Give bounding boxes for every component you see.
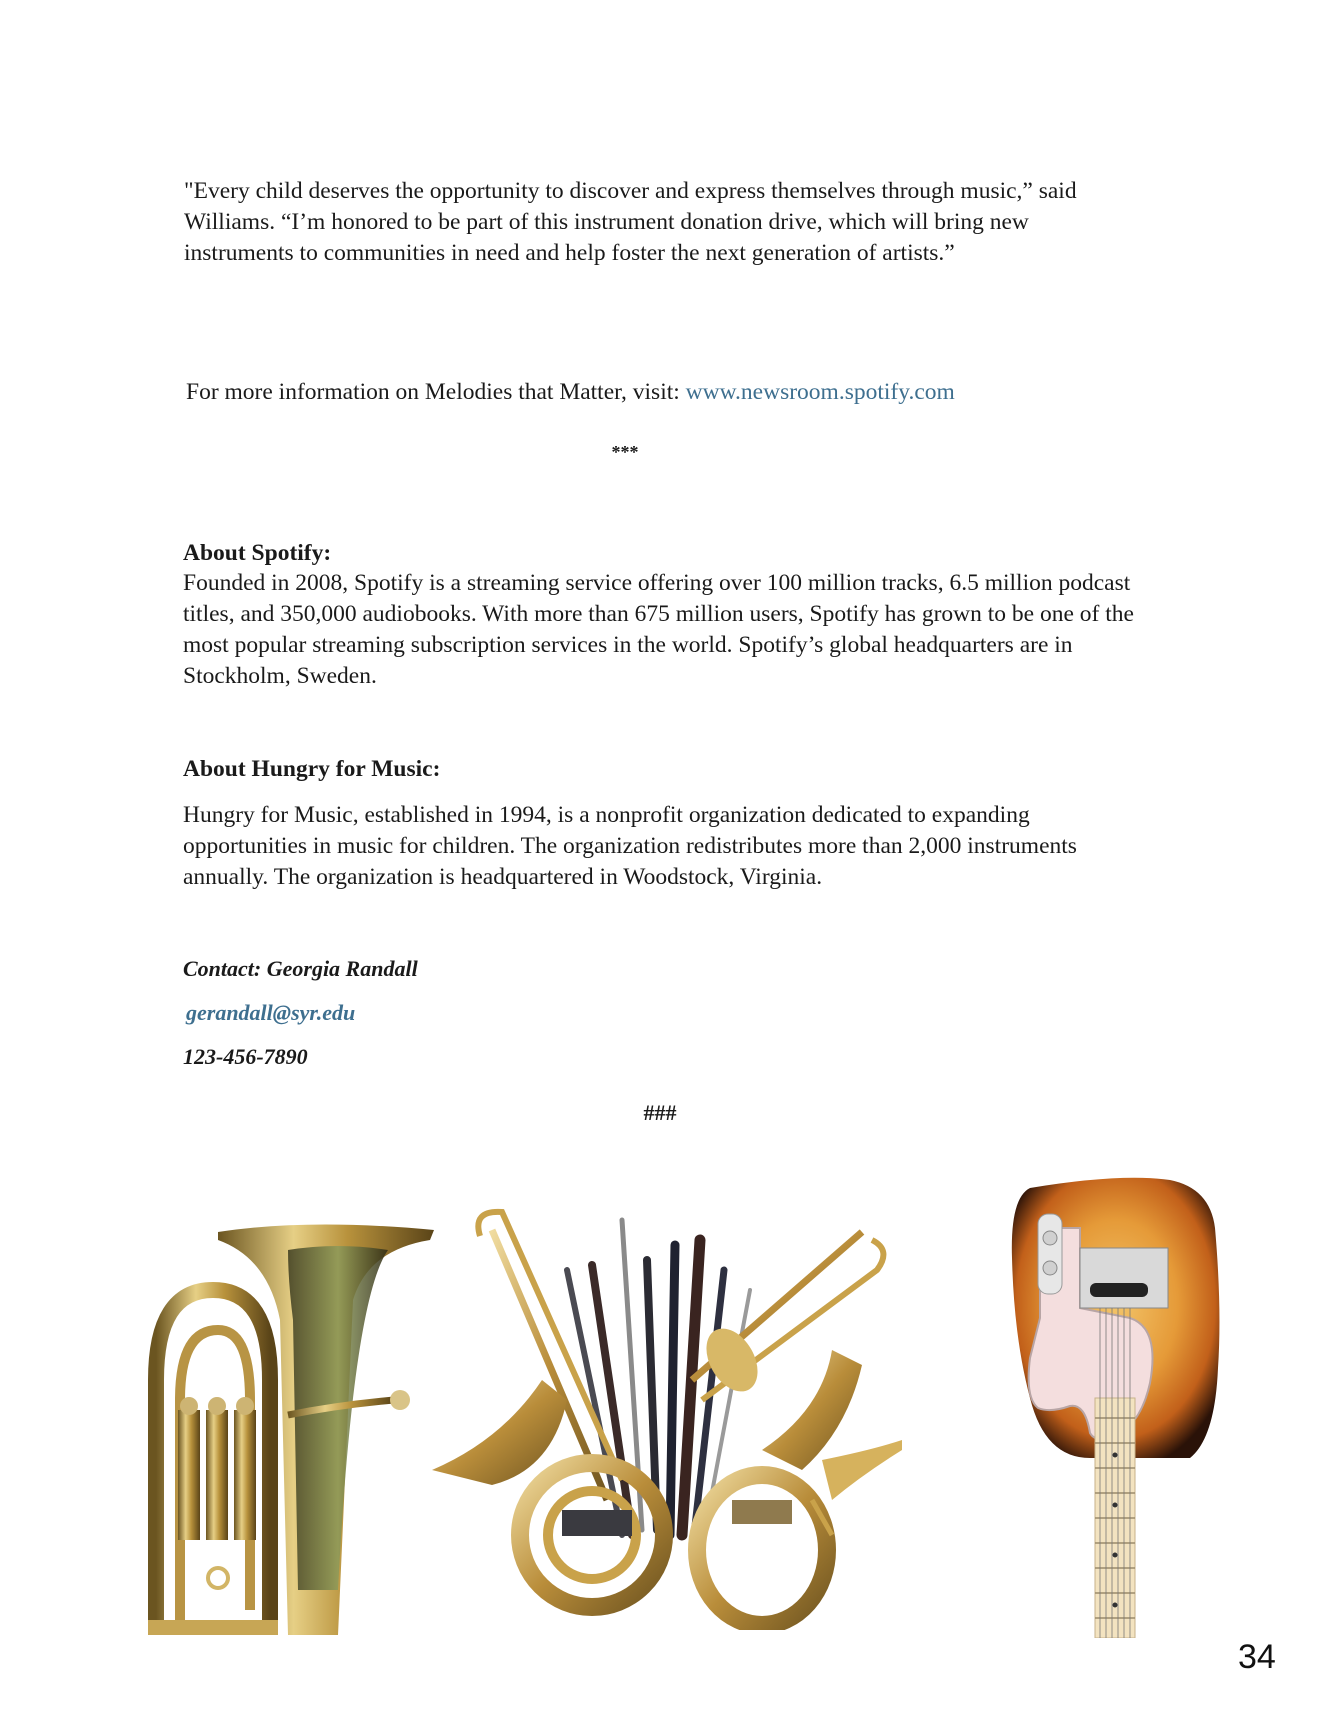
end-mark: ### (643, 1100, 677, 1125)
more-info-line (186, 377, 1186, 408)
contact-phone: 123-456-7890 (183, 1044, 308, 1069)
euphonium-icon (138, 1210, 438, 1635)
electric-guitar-icon (1000, 1168, 1230, 1638)
spotify-newsroom-link[interactable]: www.newsroom.spotify.com (685, 379, 955, 405)
about-spotify-heading: About Spotify: (183, 540, 332, 566)
instruments-group-image (432, 1200, 952, 1630)
about-hfm-heading: About Hungry for Music: (183, 756, 441, 782)
more-info-text: For more information on Melodies that Matter, visit: (186, 379, 686, 405)
about-hfm-body: Hungry for Music, established in 1994, is a nonprofit organization dedicated to expanding opportunities in music for children. The organization redistributes more than 2,000 instruments annually. The organization is headquartered in Woodstock, Virginia. (183, 802, 1077, 890)
about-spotify-body: Founded in 2008, Spotify is a streaming service offering over 100 million tracks, 6.5 million podcast titles, and 350,000 audiobooks. With more than 675 million users, Spotify has grown to be one of the most popular streaming subscription services in the world. Spotify’s global headquarters are in Stockholm, Sweden. (183, 570, 1134, 689)
section-separator: *** (611, 442, 639, 462)
contact-name: Contact: Georgia Randall (183, 956, 418, 981)
instruments-group-icon (432, 1200, 952, 1630)
quote-paragraph: "Every child deserves the opportunity to discover and express themselves through music,” said Williams. “I’m honored to be part of this instrument donation drive, which will bring new instruments to communities in need and help foster the next generation of artists.” (184, 178, 1077, 266)
electric-guitar-image (1000, 1168, 1230, 1638)
euphonium-image (138, 1210, 438, 1635)
page-number: 34 (1238, 1638, 1276, 1676)
contact-email-link[interactable]: gerandall@syr.edu (186, 1000, 356, 1025)
